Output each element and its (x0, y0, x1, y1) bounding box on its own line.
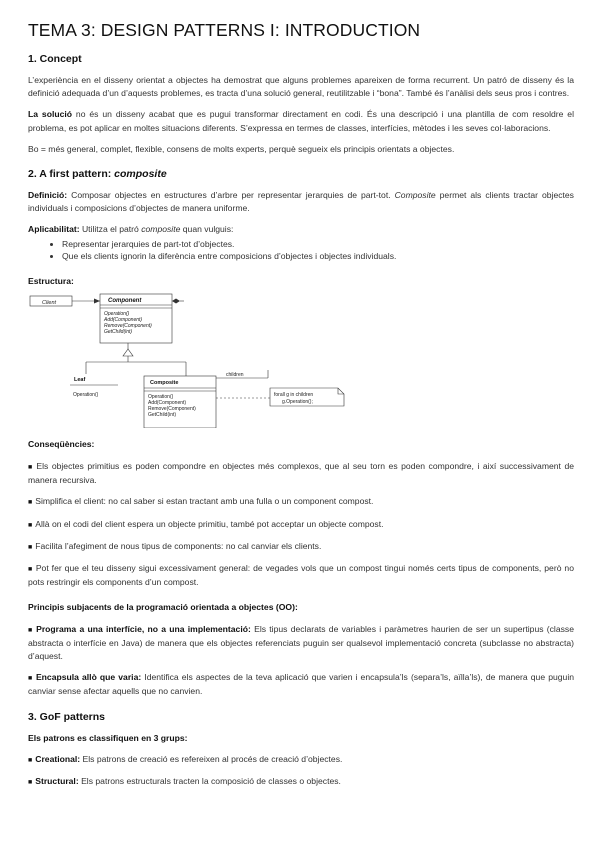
principle-item: ■ Encapsula allò que varia: Identifica els aspectes de la teva aplicació que varien i encapsula’ls (separa’ls, aïlla’ls), de manera que puguin canviar sense afectar aquells que no canvien. (28, 672, 575, 697)
composite-op: Remove(Component) (148, 405, 196, 412)
component-op: Add(Component) (104, 316, 143, 323)
list-item: • Que els clients ignorin la diferència entre composicions d’objectes i objectes individuals. (62, 250, 574, 263)
consequence-item: ■ Simplifica el client: no cal saber si estan tractant amb una fulla o un component compost. (28, 496, 374, 507)
pattern-group-item: ■ Structural: Els patrons estructurals tracten la composició de classes o objectes. (28, 776, 341, 787)
composite-op: Operation() (148, 393, 174, 400)
client-label: Client (42, 299, 57, 306)
principis-heading: Principis subjacents de la programació orientada a objectes (OO): (28, 602, 298, 613)
composite-uml-diagram (28, 290, 574, 428)
page-title: TEMA 3: DESIGN PATTERNS I: INTRODUCTION (28, 20, 421, 40)
section-3-heading: 3. GoF patterns (28, 710, 106, 723)
aplicabilitat-paragraph: Aplicabilitat: Utilitza el patró composite quan vulguis: (28, 224, 234, 235)
leaf-label: Leaf (74, 376, 86, 383)
component-label: Component (108, 297, 142, 304)
concept-paragraph-2: La solució no és un disseny acabat que es pugui transformar directament en codi. És una descripció i una plantilla de com resoldre el problema, es pot aplicar en moltes situacions diferents. S’expressa en termes de classes, interfícies, mètodes i les seves col·laboracions. (28, 109, 574, 133)
section-2-heading: 2. A first pattern: composite (28, 168, 167, 181)
aplicabilitat-list (28, 238, 574, 263)
component-op: Operation() (104, 310, 130, 317)
pattern-group-item: ■ Creational: Els patrons de creació es refereixen al procés de creació d’objectes. (28, 753, 343, 764)
consequence-item: ■ Pot fer que el teu disseny sigui excessivament general: de vegades vols que un compost tingui només certs tipus de components, però no pots restringir els components d’un compost. (28, 563, 574, 588)
concept-paragraph-3: Bo = més general, complet, flexible, consens de molts experts, perquè segueix els principis orientats a objectes. (28, 143, 455, 154)
consequence-item: ■ Facilita l’afegiment de nous tipus de components: no cal canviar els clients. (28, 540, 322, 551)
estructura-label: Estructura: (28, 275, 74, 286)
component-op: Remove(Component) (104, 322, 152, 329)
component-op: GetChild(int) (104, 328, 133, 335)
aggregation-diamond (172, 298, 180, 303)
composite-op: Add(Component) (148, 399, 187, 406)
leaf-op: Operation() (73, 391, 99, 398)
solucio-bold: La solució (28, 109, 73, 120)
list-item: • Representar jerarquies de part-tot d’objectes. (62, 238, 574, 251)
consequencies-heading: Conseqüències: (28, 438, 95, 449)
consequence-item: ■ Allà on el codi del client espera un objecte primitiu, també pot acceptar un objecte compost. (28, 518, 384, 529)
composite-op: GetChild(int) (148, 411, 177, 418)
document-page (28, 20, 574, 797)
composite-label: Composite (150, 379, 179, 386)
children-label: children (226, 371, 244, 378)
consequence-item: ■ Els objectes primitius es poden compondre en objectes més complexos, que al seu torn es poden compondre, i així successivament de manera recursiva. (28, 461, 574, 486)
concept-paragraph-1: L’experiència en el disseny orientat a objectes ha demostrat que alguns problemes apareixen de forma recurrent. Un patró de disseny és la definició adequada d’un d’aquests problemes, es tracta d’una solució general, reutilitzable i “bona”. També és l’anàlisi dels seus pros i contres. (28, 75, 574, 99)
definicio-paragraph: Definició: Composar objectes en estructures d’arbre per representar jerarquies de part-tot. Composite permet als clients tractar objectes individuals i composicions d’objectes de manera uniforme. (28, 190, 574, 214)
note-line-2: g.Operation(); (282, 398, 313, 405)
groups-heading: Els patrons es classifiquen en 3 grups: (28, 732, 188, 743)
association-arrow (94, 298, 100, 303)
note-line-1: forall g in children (274, 391, 314, 398)
section-1-heading: 1. Concept (28, 53, 82, 65)
inheritance-triangle (123, 349, 133, 356)
principle-item: ■ Programa a una interfície, no a una implementació: Els tipus declarats de variables i paràmetres haurien de ser un supertipus (classe abstracta o interfície en Java) de manera que els objectes referenciats puguin ser qualsevol implementació concreta (subclasse no abstracta) d’aquest. (28, 623, 574, 662)
